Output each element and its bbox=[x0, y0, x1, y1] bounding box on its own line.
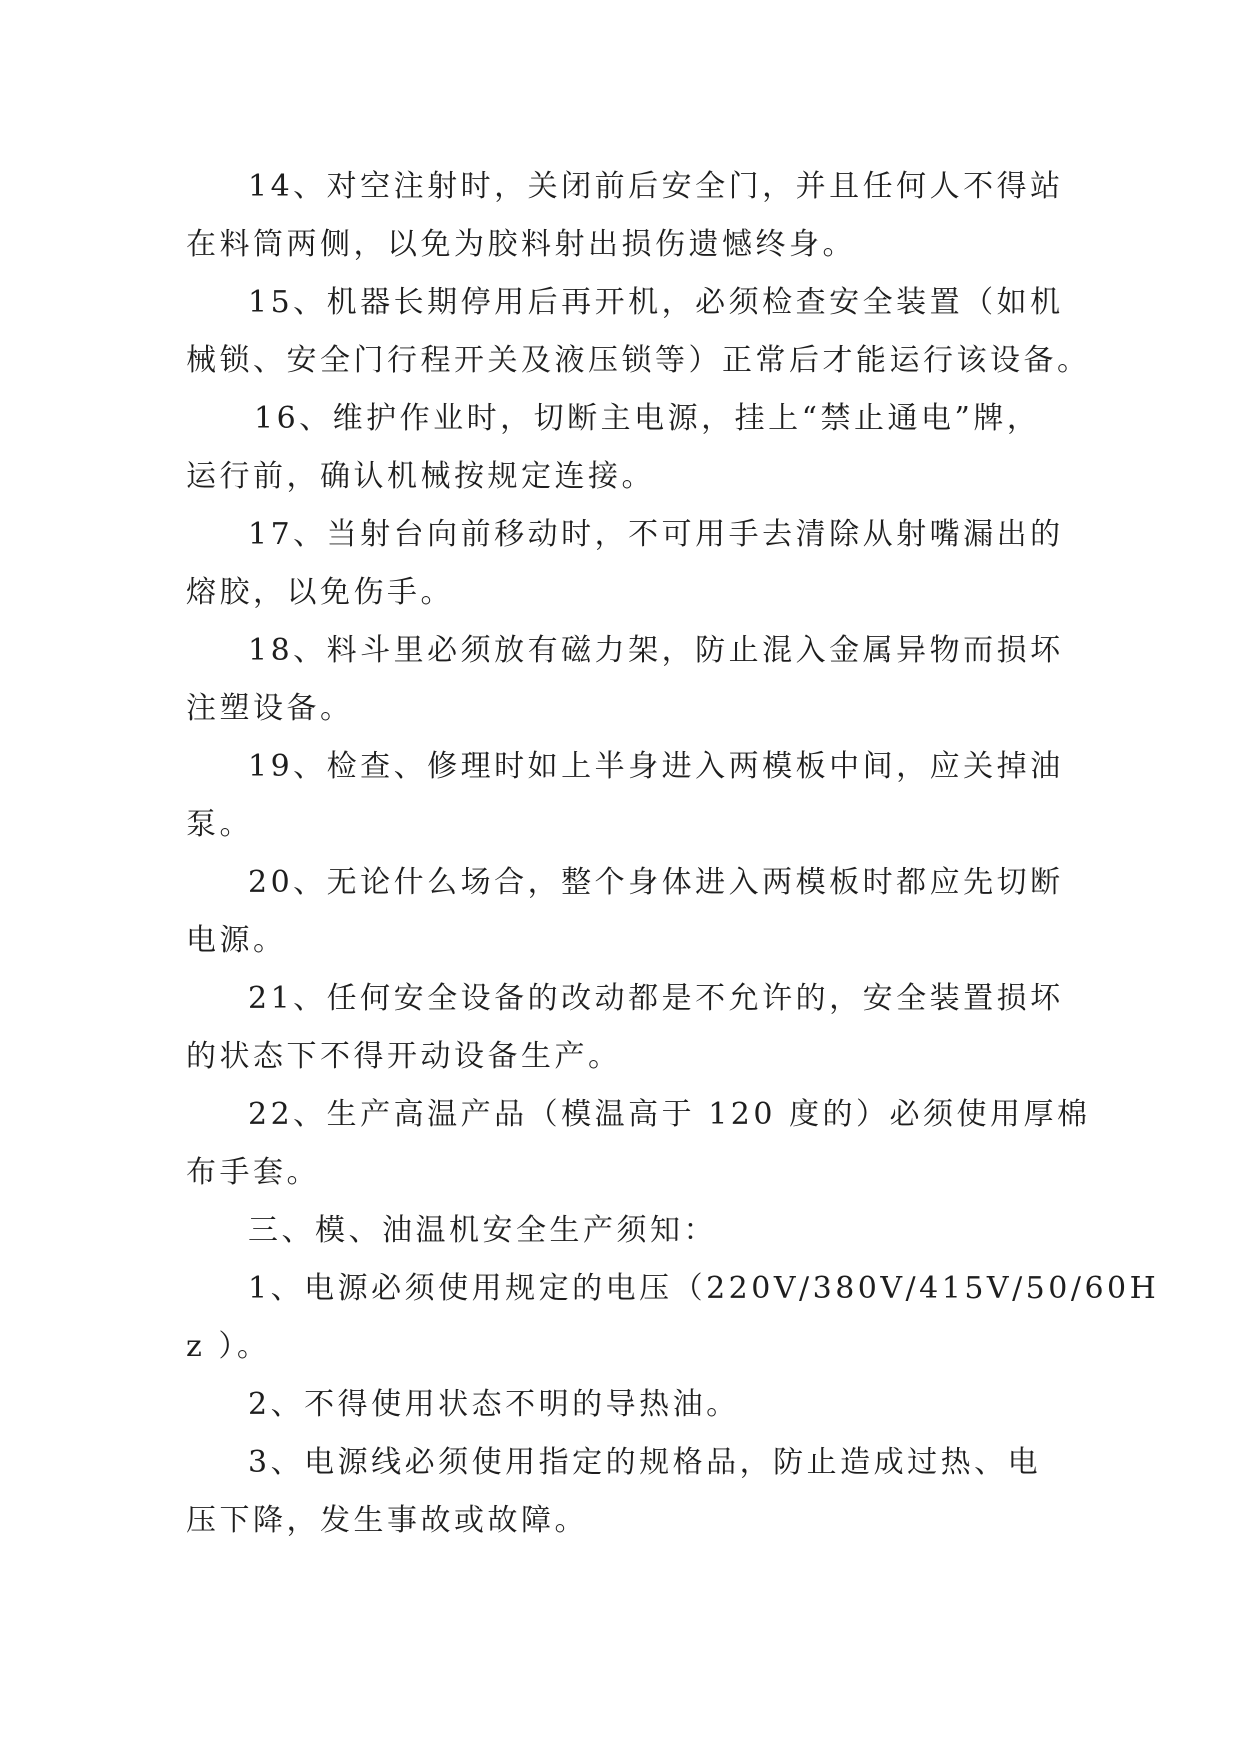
paragraph-line: 21、任何安全设备的改动都是不允许的，安全装置损坏 bbox=[248, 981, 1064, 1016]
paragraph-18 bbox=[186, 622, 1064, 738]
paragraph-item-1 bbox=[186, 1260, 1160, 1376]
paragraph-14 bbox=[186, 158, 1064, 274]
paragraph-21 bbox=[186, 970, 1064, 1086]
paragraph-line: 械锁、安全门行程开关及液压锁等）正常后才能运行该设备。 bbox=[186, 343, 1091, 378]
paragraph-line: 15、机器长期停用后再开机，必须检查安全装置（如机 bbox=[248, 285, 1064, 320]
paragraph-line: 3、电源线必须使用指定的规格品，防止造成过热、电 bbox=[248, 1445, 1042, 1480]
paragraph-line: 在料筒两侧，以免为胶料射出损伤遗憾终身。 bbox=[186, 227, 856, 262]
document-body bbox=[186, 158, 1160, 1550]
paragraph-line: 运行前，确认机械按规定连接。 bbox=[186, 459, 655, 494]
section-heading bbox=[186, 1202, 1056, 1260]
paragraph-line: 16、维护作业时，切断主电源，挂上“禁止通电”牌， bbox=[254, 401, 1041, 436]
paragraph-line: 20、无论什么场合，整个身体进入两模板时都应先切断 bbox=[248, 865, 1064, 900]
paragraph-line: 1、电源必须使用规定的电压（220V/380V/415V/50/60H bbox=[248, 1271, 1160, 1306]
paragraph-line: z ）。 bbox=[186, 1329, 271, 1364]
paragraph-19 bbox=[186, 738, 1064, 854]
section-heading-line: 三、模、油温机安全生产须知： bbox=[248, 1213, 717, 1248]
paragraph-line: 19、检查、修理时如上半身进入两模板中间，应关掉油 bbox=[248, 749, 1064, 784]
paragraph-item-3 bbox=[186, 1434, 1056, 1550]
paragraph-line: 17、当射台向前移动时，不可用手去清除从射嘴漏出的 bbox=[248, 517, 1064, 552]
paragraph-17 bbox=[186, 506, 1064, 622]
paragraph-line: 注塑设备。 bbox=[186, 691, 354, 726]
paragraph-line: 布手套。 bbox=[186, 1155, 320, 1190]
paragraph-20 bbox=[186, 854, 1064, 970]
paragraph-line: 22、生产高温产品（模温高于 120 度的）必须使用厚棉 bbox=[248, 1097, 1091, 1132]
paragraph-line: 14、对空注射时，关闭前后安全门，并且任何人不得站 bbox=[248, 169, 1064, 204]
paragraph-line: 熔胶，以免伤手。 bbox=[186, 575, 454, 610]
paragraph-line: 泵。 bbox=[186, 807, 253, 842]
paragraph-15 bbox=[186, 274, 1091, 390]
paragraph-line: 2、不得使用状态不明的导热油。 bbox=[248, 1387, 740, 1422]
paragraph-line: 的状态下不得开动设备生产。 bbox=[186, 1039, 622, 1074]
paragraph-item-2 bbox=[186, 1376, 1056, 1434]
paragraph-22 bbox=[186, 1086, 1091, 1202]
paragraph-line: 18、料斗里必须放有磁力架，防止混入金属异物而损坏 bbox=[248, 633, 1064, 668]
paragraph-line: 压下降，发生事故或故障。 bbox=[186, 1503, 588, 1538]
paragraph-line: 电源。 bbox=[186, 923, 287, 958]
paragraph-16 bbox=[186, 390, 1056, 506]
